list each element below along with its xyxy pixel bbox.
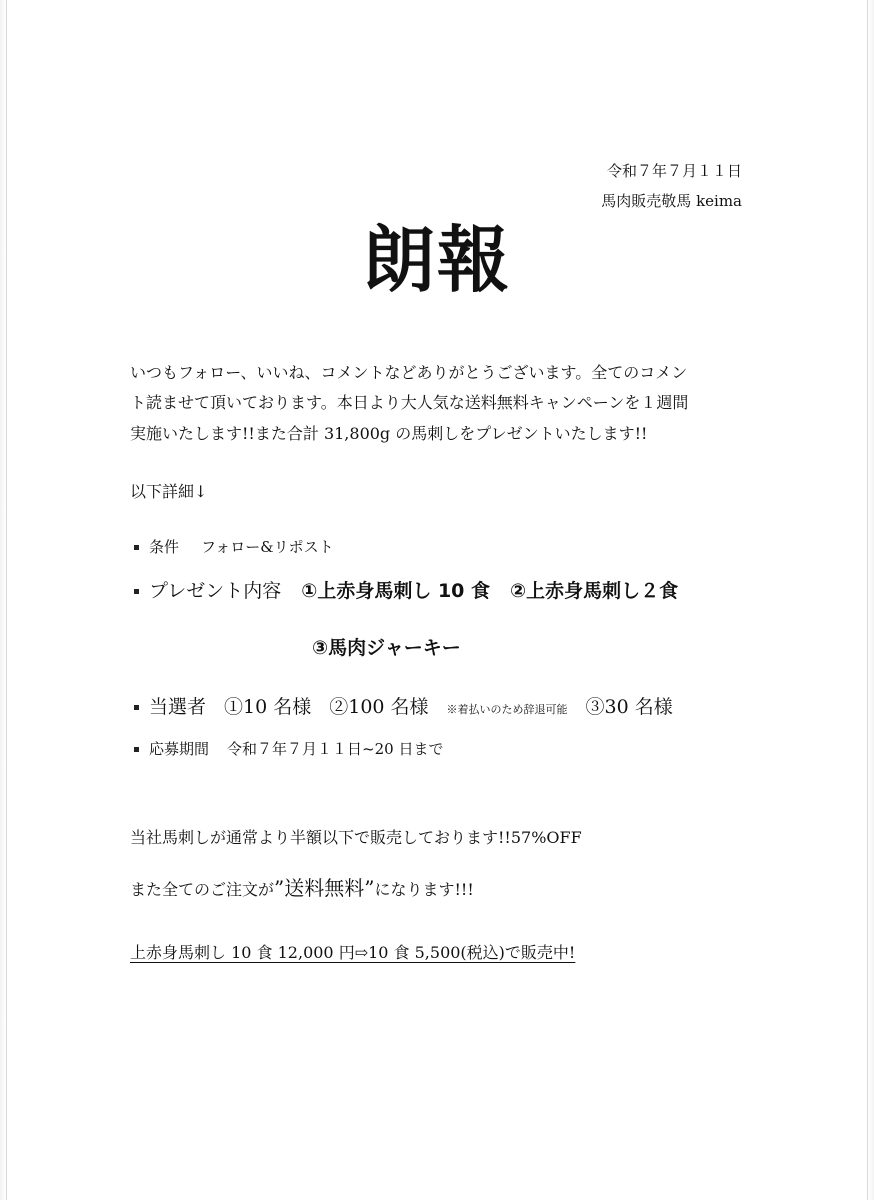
winners-count-1: ①10 名様 [224,696,312,718]
condition-value: フォロー&リポスト [201,538,334,556]
sale-line-2-before: また全てのご注文が [130,880,275,899]
period-value: 令和７年７月１１日~20 日まで [227,740,444,758]
bullet-icon [134,589,139,594]
present-item-3: ③馬肉ジャーキー [312,637,461,659]
sale-line-1: 当社馬刺しが通常より半額以下で販売しております!!57%OFF [130,828,582,847]
intro-line-2: ト読ませて頂いております。本日より大人気な送料無料キャンペーンを１週間 [130,393,689,412]
company-name: 馬肉販売敬馬 keima [601,192,742,210]
period-item [134,738,443,759]
present-item [134,576,678,603]
present-label: プレゼント内容 [149,580,282,602]
details-heading: 以下詳細↓ [130,482,208,501]
winners-count-2: ②100 名様 [329,696,429,718]
sale-line-2-after: になります!!! [374,880,474,899]
bullet-icon [134,705,139,710]
bullet-icon [134,747,139,752]
condition-label: 条件 [149,538,180,556]
winners-count-3: ③30 名様 [585,696,673,718]
free-shipping-emphasis: ”送料無料” [274,876,375,900]
sale-line-2 [130,872,474,901]
price-line: 上赤身馬刺し 10 食 12,000 円⇨10 食 5,500(税込)で販売中! [130,943,576,962]
document-date: 令和７年７月１１日 [606,162,742,180]
intro-line-3: 実施いたします!!また合計 31,800g の馬刺しをプレゼントいたします!! [130,424,648,443]
present-item-1: ①上赤身馬刺し 10 食 [301,580,491,602]
winners-note: ※着払いのため辞退可能 [446,703,568,716]
page-edge-right [868,0,874,1200]
present-item-2: ②上赤身馬刺し２食 [510,580,679,602]
period-label: 応募期間 [149,740,210,758]
bullet-icon [134,545,139,550]
condition-item [134,536,334,557]
winners-label: 当選者 [149,696,207,718]
intro-line-1: いつもフォロー、いいね、コメントなどありがとうございます。全てのコメン [130,363,688,382]
winners-item [134,692,673,719]
headline: 朗報 [362,218,511,302]
